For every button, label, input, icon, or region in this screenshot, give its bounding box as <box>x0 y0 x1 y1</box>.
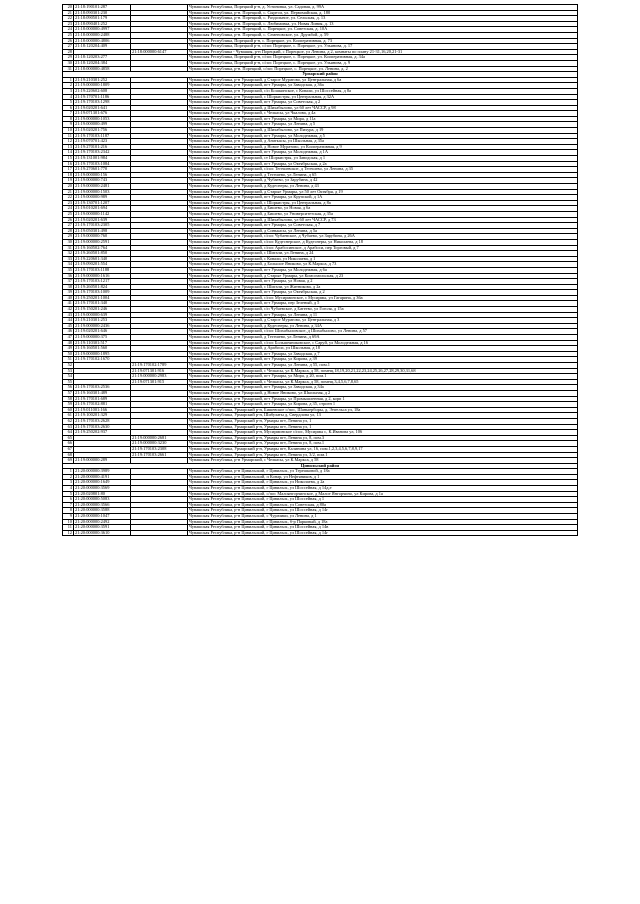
row-number: 18 <box>63 172 74 178</box>
address-cell: Чувашская Республика, р-н Цивильский, г Цивильск, ул Шоссейная, д 14д,е <box>188 486 578 492</box>
cadastral-number-cell: 21:19:000000:2591 <box>74 239 131 245</box>
address-cell: Чувашская Республика, р-н Урмарский, д Тегешево, ул Ленина, д 65 <box>188 172 578 178</box>
row-number: 41 <box>63 301 74 307</box>
document-page <box>62 4 578 536</box>
row-number: 14 <box>63 150 74 156</box>
address-cell: Чувашская Республика, р-н Цивильский, г Цивильск, ул Терешковой, д 18а <box>188 469 578 475</box>
cadastral-number-cell: 21:19:131001:984 <box>74 156 131 162</box>
address-cell: Чувашская Республика, Порецкий р-н, с. Порецкое, ул. Кооперативная, д. 73 <box>188 38 578 44</box>
cadastral-number-cell: 21:19:160501:560 <box>74 346 131 352</box>
address-cell: Чувашская Республика, р-н Урмарский, д Синькасы, ул Ленина, д 5а <box>188 228 578 234</box>
address-cell: Чувашская Республика, р-н Цивильский, г Цивильск, ул Николаева, д 2а <box>188 480 578 486</box>
cadastral-number-cell: 21:18:190101:287 <box>74 5 131 11</box>
row-number: 27 <box>63 44 74 50</box>
row-number: 38 <box>63 284 74 290</box>
premises-cadastral-number-cell: 21:19:170103:2661 <box>131 452 188 458</box>
premises-cadastral-number-cell: 21:19:071301:915 <box>131 379 188 385</box>
row-number: 27 <box>63 223 74 229</box>
address-cell: Чувашская Республика, р-н Урмарский, с Челкасы, ул К.Маркса, д 58, помещ.3,4,5,6,7,8,65 <box>188 379 578 385</box>
address-cell: Чувашская Республика, р-н Урмарский, с/пос Шихабыловское, д Шихабылово, ул Ленина, д 57 <box>188 329 578 335</box>
premises-cadastral-number-cell: 21:19:071301:916 <box>131 368 188 374</box>
row-number: 48 <box>63 340 74 346</box>
address-cell: Чувашская Республика, р-н Урмарский, с/пос Большеяниковское, с Саруй, ул Молодежная, д 16 <box>188 340 578 346</box>
cadastral-number-cell: 21:19:000000:289 <box>74 458 131 464</box>
section-title: Цивильский район <box>63 463 578 469</box>
row-number: 44 <box>63 318 74 324</box>
row-number: 51 <box>63 357 74 363</box>
cadastral-number-cell: 21:19:170102:1670 <box>74 357 131 363</box>
cadastral-number-cell: 21:20:000000:1649 <box>74 480 131 486</box>
row-number: 56 <box>63 385 74 391</box>
address-cell: Чувашская Республика, Урмарский р-н, Урмары пгт, Ленина ул, 3/2, пом.1 <box>188 452 578 458</box>
row-number: 31 <box>63 245 74 251</box>
address-cell: Чувашская Республика, р-н Урмарский, пгт Урмары, ул Заводская, д 36а <box>188 83 578 89</box>
cadastral-number-cell: 21:18:000000:4806 <box>74 38 131 44</box>
address-cell: Чувашская Республика, р-н Урмарский, с Ковали, ул Николаева, д 1 <box>188 256 578 262</box>
address-cell: Чувашская Республика, р-н Урмарский, с Шигали, ул Ленина, д 24 <box>188 251 578 257</box>
address-cell: Чувашская Республика, р-н Цивильский, п Конар, ул Нефтяников, д 1 <box>188 474 578 480</box>
cadastral-number-cell: 21:18:120204:384 <box>74 60 131 66</box>
row-number: 22 <box>63 16 74 22</box>
row-number: 19 <box>63 178 74 184</box>
property-table <box>62 4 578 536</box>
cadastral-number-cell: 21:18:000000:2488 <box>74 32 131 38</box>
row-number: 68 <box>63 452 74 458</box>
cadastral-number-cell: 21:19:020201:646 <box>74 329 131 335</box>
cadastral-number-cell: 21:19:000000:989 <box>74 195 131 201</box>
address-cell: Чувашская Республика, р-н Урмарский, с Челкасы, ул К.Маркса, д 58 <box>188 458 578 464</box>
address-cell: Чувашская Республика, р-н Урмарский, пгт Урмары, ул Октябрьская, д 2 <box>188 290 578 296</box>
cadastral-number-cell: 21:19:020201:641 <box>74 105 131 111</box>
row-number: 3 <box>63 480 74 486</box>
row-number: 5 <box>63 491 74 497</box>
row-number: 3 <box>63 88 74 94</box>
cadastral-number-cell: 21:19:170103:2628 <box>74 418 131 424</box>
row-number: 21 <box>63 10 74 16</box>
row-number: 21 <box>63 189 74 195</box>
cadastral-number-cell: 21:20:000000:3569 <box>74 486 131 492</box>
address-cell: Чувашская Республика, р-н Урмарский, с Челкасы, ул К.Маркса, д 58, помещ.18,19,20,21,22,23,24,25,26,27,28,29,30,31,68 <box>188 368 578 374</box>
cadastral-number-cell: 21:18:000000:4997 <box>74 27 131 33</box>
cadastral-number-cell: 21:19:170103:1084 <box>74 161 131 167</box>
cadastral-number-cell: 21:19:000000:1895 <box>74 351 131 357</box>
address-cell: Чувашская Республика, р-н Цивильский, г Цивильск, ул Шоссейная, д 14в <box>188 525 578 531</box>
address-cell: Чувашская Республика, р-н Урмарский, с Шоркистры, ул Центральная, д 8а <box>188 200 578 206</box>
address-cell: Чувашская Республика, р-н Урмарский, с/п Кошкинское, с Ковали, ул Шоссейная, д 8а <box>188 88 578 94</box>
cadastral-number-cell: 21:20:000000:1047 <box>74 514 131 520</box>
cadastral-number-cell: 21:18:090301:230 <box>74 10 131 16</box>
row-number: 37 <box>63 279 74 285</box>
cadastral-number-cell: 21:19:170101:689 <box>74 396 131 402</box>
address-cell: Чувашская Республика, р-н. Порецкий, с. Любимовка, ул. Новая Линия, д. 13 <box>188 21 578 27</box>
row-number: 46 <box>63 329 74 335</box>
address-cell: Чувашская Республика, р-н Урмарский, с/пос Чубаевское, д Чубаево, ул Зарубина, д 26А <box>188 234 578 240</box>
row-number: 15 <box>63 156 74 162</box>
premises-cadastral-number-cell: 21:19:170103:2308 <box>131 446 188 452</box>
address-cell: Чувашская Республика, р-н Урмарский, пгт Урмары, ул Мира, д 11а <box>188 116 578 122</box>
cadastral-number-cell: 21:19:000000:2436 <box>74 323 131 329</box>
address-cell: Чувашская Республика, р-н Урмарский, д Чубаево, ул Зарубина, д 42 <box>188 178 578 184</box>
address-cell: Чувашская Республика, р-н Цивильский, г Цивильск, ул Шоссейная, д 14г <box>188 530 578 536</box>
address-cell: Чувашская Республика, р-н Урмарский, с Шоркистры, ул Центральная, д 32А <box>188 94 578 100</box>
address-cell: Чувашская Республика, р-н Урмарский, д Старое Муратово, ул Центральная, д 3 <box>188 318 578 324</box>
cadastral-number-cell: 21:19:210301:253 <box>74 318 131 324</box>
cadastral-number-cell: 21:19:000000:639 <box>74 312 131 318</box>
cadastral-number-cell: 21:18:120204:409 <box>74 44 131 50</box>
cadastral-number-cell: 21:19:160502:764 <box>74 245 131 251</box>
row-number: 2 <box>63 474 74 480</box>
cadastral-number-cell: 21:19:000000:1142 <box>74 211 131 217</box>
row-number: 8 <box>63 116 74 122</box>
row-number: 32 <box>63 251 74 257</box>
row-number: 13 <box>63 144 74 150</box>
address-cell: Чувашская Республика, р-н Урмарский, д Старые Урмары, ул 50 лет Октября, д 19 <box>188 189 578 195</box>
address-cell: Чувашская Республика, р-н Урмарский, д Шихабылово, ул 60 лет ЧАССР, д 73 <box>188 217 578 223</box>
row-number: 24 <box>63 27 74 33</box>
cadastral-number-cell: 21:19:000000:743 <box>74 178 131 184</box>
address-cell: Чувашская Республика, р-н Урмарский, пгт Урмары, ул Молодежная, д 1А <box>188 150 578 156</box>
cadastral-number-cell: 21:20:000000:3989 <box>74 469 131 475</box>
cadastral-number-cell: 21:19:160301:489 <box>74 390 131 396</box>
row-number: 63 <box>63 424 74 430</box>
address-cell: Чувашская Республика, Урмарский р-н, Шибулаты д, Свердлова ул, 13 <box>188 413 578 419</box>
cadastral-number-cell: 21:19:000000:499 <box>74 122 131 128</box>
address-cell: Чувашская Республика, р-н Урмарский, пгт Урмары, ул Ленина, д 5 <box>188 122 578 128</box>
row-number: 47 <box>63 335 74 341</box>
cadastral-number-cell: 21:20:020801:80 <box>74 491 131 497</box>
cadastral-number-cell: 21:19:170103:2305 <box>74 223 131 229</box>
address-cell: Чувашская Республика, Порецкий р-н, с/пос Порецкое, с. Порецкое, ул. Ульянова, д. 9 <box>188 60 578 66</box>
address-cell: Чувашская Республика, р-н Урмарский, д Кудеснеры, ул Ленина, д 34А <box>188 323 578 329</box>
cadastral-number-cell: 21:19:050301:498 <box>74 228 131 234</box>
cadastral-number-cell: 21:19:170103:2342 <box>74 150 131 156</box>
table-row <box>63 530 578 536</box>
address-cell: Чувашская Республика, р-н. Порецкий, с. Порецкое, ул. Советская, д. 10А <box>188 27 578 33</box>
premises-cadastral-number-cell: 21:19:000000:2983 <box>131 374 188 380</box>
cadastral-number-cell: 21:19:130701:1207 <box>74 200 131 206</box>
cadastral-number-cell: 21:19:020201:756 <box>74 128 131 134</box>
cadastral-number-cell: 21:18:090401:252 <box>74 21 131 27</box>
row-number: 66 <box>63 441 74 447</box>
cadastral-number-cell: 21:19:260501:850 <box>74 251 131 257</box>
row-number: 57 <box>63 390 74 396</box>
address-cell: Чувашская Республика, р-н Урмарский, д Анаткасы, ул Школьная, д 35а <box>188 139 578 145</box>
address-cell: Чувашская Республика, Урмарский р-н, Урмары пгт, Калинина ул, 16, пом.1,2,3,4,5,6,7,8,9,17 <box>188 446 578 452</box>
address-cell: Чувашская Республика, р-н Урмарский, пгт Урмары, ул Заводская, д 7 <box>188 351 578 357</box>
premises-cadastral-number-cell <box>131 530 188 536</box>
row-number: 7 <box>63 502 74 508</box>
address-cell: Чувашская Республика, р-н Урмарский, д Старое Муратово, ул Центральная, д 6а <box>188 77 578 83</box>
address-cell: Чувашская Республика, р-н Урмарский, с/пос Кудеснерское, д Кудеснеры, ул Николаева, д 18 <box>188 239 578 245</box>
cadastral-number-cell: 21:19:170103:1009 <box>74 290 131 296</box>
cadastral-number-cell: 21:19:010201:694 <box>74 206 131 212</box>
cadastral-number-cell: 21:20:000000:3566 <box>74 502 131 508</box>
cadastral-number-cell: 21:18:120203:277 <box>74 55 131 61</box>
address-cell: Чувашская Республика, Порецкий р-н, с/пос Порецкое, с. Порецкое, ул. Ульянова, д. 17 <box>188 44 578 50</box>
cadastral-number-cell: 21:19:150201:246 <box>74 307 131 313</box>
address-cell: Чувашская Республика, р-н Цивильский, г Цивильск, б-р Парковый, д 18а <box>188 519 578 525</box>
row-number: 10 <box>63 519 74 525</box>
address-cell: Чувашская Республика, р-н. Порецкий, с. Семеновское, ул. Дружбой, д. 59 <box>188 32 578 38</box>
address-cell: Чувашская Республика, р-н Урмарский, д Арабоси, ул Школьная, д 18 <box>188 346 578 352</box>
address-cell: Чувашская Республика, р-н Цивильский, г Цивильск, ул Шоссейная, д 14г <box>188 508 578 514</box>
cadastral-number-cell: 21:19:170701:1186 <box>74 94 131 100</box>
row-number: 36 <box>63 273 74 279</box>
cadastral-number-cell: 21:19:020201:639 <box>74 217 131 223</box>
cadastral-number-cell: 21:20:000000:3591 <box>74 525 131 531</box>
row-number: 6 <box>63 497 74 503</box>
cadastral-number-cell: 21:19:270601:770 <box>74 167 131 173</box>
row-number: 65 <box>63 435 74 441</box>
address-cell: Чувашская Республика, р-н. Порецкий, с/пос Порецкое, с. Порецкое, ул. Ленина, д. 2 <box>188 66 578 72</box>
row-number: 54 <box>63 374 74 380</box>
cadastral-number-cell: 21:19:250202:937 <box>74 430 131 436</box>
address-cell: Чувашская Республика, Урмарский р-н, Мусирминское с/пос, Мусирмы с, К.Иванова ул, 106 <box>188 430 578 436</box>
cadastral-number-cell: 21:19:000000:1053 <box>74 116 131 122</box>
row-number: 28 <box>63 49 74 55</box>
row-number: 9 <box>63 514 74 520</box>
cadastral-number-cell: 21:19:170103:1217 <box>74 279 131 285</box>
address-cell: Чувашская Республика, р-н Урмарский, пгт Урмары, ул Кирова, д 35, строен 1 <box>188 402 578 408</box>
address-cell: Чувашская Республика, р-н Урмарский, с Шигали, ул Житникова, д 2а <box>188 284 578 290</box>
address-cell: Чувашская Республика, р-н Урмарский, с/п Чубаевское, д Батеево, ул Гоголя, д 15а <box>188 307 578 313</box>
cadastral-number-cell: 21:18:090501:179 <box>74 16 131 22</box>
address-cell: Чувашская Республика, Урмарский р-н, Урмары пгт, Ленина ул, 1 <box>188 418 578 424</box>
cadastral-number-cell: 21:19:000000:375 <box>74 335 131 341</box>
cadastral-number-cell: 21:19:000000:1503 <box>74 189 131 195</box>
address-cell: Чувашская Республика, р-н Урмарский, пгт Урмары, ул Советская, д 7 <box>188 223 578 229</box>
row-number: 17 <box>63 167 74 173</box>
row-number: 6 <box>63 105 74 111</box>
cadastral-number-cell: 21:19:170103:1187 <box>74 133 131 139</box>
address-cell: Чувашская Республика, р-н Урмарский, пгт Урмары, ул Ленина, д 11 <box>188 312 578 318</box>
address-cell: Чувашская Республика, Урмарский р-н, Урмары пгт, Ленина ул, 1 <box>188 424 578 430</box>
row-number: 64 <box>63 430 74 436</box>
address-cell: Чувашская Республика, Урмарский р-н, Урмары пгт, Ленина ул, 8, пом.3 <box>188 435 578 441</box>
row-number: 1 <box>63 469 74 475</box>
row-number: 40 <box>63 295 74 301</box>
address-cell: Чувашская Республика, р-н Урмарский, пгт Урмары, ул Советская, д 2 <box>188 100 578 106</box>
row-number: 33 <box>63 256 74 262</box>
address-cell: Чувашская Республика, р-н Урмарский, д Кудеснеры, ул Ленина, д 43 <box>188 184 578 190</box>
premises-cadastral-number-cell: 21:18:000000:6147 <box>131 49 188 55</box>
row-number: 43 <box>63 312 74 318</box>
address-cell: Чувашская Республика, р-н Урмарский, пгт Урмары, ул Заводская, д 34а <box>188 385 578 391</box>
address-cell: Чувашская Республика, р-н Урмарский, пгт Урмары, ул Кирова, д 39 <box>188 357 578 363</box>
cadastral-number-cell: 21:19:000000:2481 <box>74 184 131 190</box>
cadastral-number-cell: 21:19:170102:881 <box>74 402 131 408</box>
address-cell: Чувашская Республика, р-н Урмарский, д Старые Урмары, ул Комсомольская, д 23 <box>188 273 578 279</box>
address-cell: Чувашская Республика, р-н Цивильский, с Чурачики, ул Ленина, д 1 <box>188 514 578 520</box>
row-number: 30 <box>63 60 74 66</box>
address-cell: Чувашская Республика, р-н Урмарский, с/пос Арабосинское, д Арабоси, пер Торговый, д 7 <box>188 245 578 251</box>
cadastral-number-cell: 21:19:090201:554 <box>74 262 131 268</box>
address-cell: Чувашская Республика, р-н Урмарский, пгт Урмары, пер Зеленый, д 5 <box>188 301 578 307</box>
row-number: 12 <box>63 139 74 145</box>
row-number: 31 <box>63 66 74 72</box>
address-cell: Чувашская Республика, р-н Урмарский, пгт Урмары, ул Молодежная, д 6а <box>188 267 578 273</box>
cadastral-number-cell: 21:20:000000:3610 <box>74 530 131 536</box>
row-number: 45 <box>63 323 74 329</box>
address-cell: Чувашская Республика, р-н Урмарский, д Тегешево, ул Ленина, д 69А <box>188 335 578 341</box>
row-number: 35 <box>63 267 74 273</box>
row-number: 5 <box>63 100 74 106</box>
cadastral-number-cell: 21:19:000000:156 <box>74 172 131 178</box>
row-number: 4 <box>63 94 74 100</box>
cadastral-number-cell: 21:19:011001:166 <box>74 407 131 413</box>
row-number: 11 <box>63 133 74 139</box>
row-number: 62 <box>63 418 74 424</box>
row-number: 12 <box>63 530 74 536</box>
premises-cadastral-number-cell: 21:19:000000:3230 <box>131 441 188 447</box>
address-cell: Чувашская Республика, р-н Цивильский, г Цивильск, ул Советская, д 80а <box>188 502 578 508</box>
row-number: 34 <box>63 262 74 268</box>
premises-cadastral-number-cell: 21:19:000000:2681 <box>131 435 188 441</box>
row-number: 29 <box>63 234 74 240</box>
cadastral-number-cell: 21:19:260501:824 <box>74 284 131 290</box>
cadastral-number-cell: 21:19:071301:676 <box>74 111 131 117</box>
cadastral-number-cell: 21:19:110301:517 <box>74 340 131 346</box>
row-number: 1 <box>63 77 74 83</box>
row-number: 49 <box>63 346 74 352</box>
address-cell: Чувашская Республика, р-н Урмарский, д Бишево, ул Новая, д 6а <box>188 206 578 212</box>
row-number: 67 <box>63 446 74 452</box>
row-number: 53 <box>63 368 74 374</box>
cadastral-number-cell: 21:20:000000:3588 <box>74 508 131 514</box>
cadastral-number-cell: 21:19:210301:252 <box>74 77 131 83</box>
row-number: 28 <box>63 228 74 234</box>
address-cell: Чувашская Республика, р-н Урмарский, пгт Урмары, ул Ленина, д 55, пом.1 <box>188 363 578 369</box>
address-cell: Чувашская Республика, Порецкий р-н, д. Устиновка, ул. Садовая, д. 99А <box>188 5 578 11</box>
row-number: 50 <box>63 351 74 357</box>
address-cell: Чувашская Республика, р-н Урмарский, пгт Урмары, ул Октябрьская, д 2а <box>188 161 578 167</box>
address-cell: Чувашская Республика, р-н Урмарский, д Бишево, ул Университетская, д 35а <box>188 211 578 217</box>
cadastral-number-cell: 21:19:250201:1004 <box>74 295 131 301</box>
cadastral-number-cell: 21:19:170103:2536 <box>74 385 131 391</box>
cadastral-number-cell: 21:19:070701:423 <box>74 139 131 145</box>
row-number: 26 <box>63 38 74 44</box>
row-number: 25 <box>63 211 74 217</box>
cadastral-number-cell: 21:19:170103:1298 <box>74 100 131 106</box>
address-cell: Чувашская Республика, р-н Урмарский, пгт Урмары, ул Новая, д 2 <box>188 279 578 285</box>
row-number: 39 <box>63 290 74 296</box>
row-number: 25 <box>63 32 74 38</box>
address-cell: Чувашская Республика, р-н Урмарский, с/пос Тегешевское, д Тегешево, ул Ленина, д 35 <box>188 167 578 173</box>
address-cell: Чувашская Республика, р-н Урмарский, пгт Урмары, ул Промышленная, д 2, корп 1 <box>188 396 578 402</box>
address-cell: Чувашская Республика, р-н Урмарский, с Челкасы, ул Чкалова, д 4а <box>188 111 578 117</box>
cadastral-number-cell: 21:19:170103:2630 <box>74 424 131 430</box>
address-cell: Чувашская Республика, р-н Урмарский, пгт Урмары, ул Мира, д 20, пом.1 <box>188 374 578 380</box>
row-number: 24 <box>63 206 74 212</box>
row-number: 69 <box>63 458 74 464</box>
row-number: 55 <box>63 379 74 385</box>
address-cell: Чувашская Республика, р-н Урмарский, д Новое Яниково, ул Школьная, д 2 <box>188 390 578 396</box>
cadastral-number-cell: 21:19:170103:1188 <box>74 267 131 273</box>
address-cell: Чувашская Республика, р-н. Порецкий, с. Раздольное, ул. Сельская, д. 13 <box>188 16 578 22</box>
cadastral-number-cell: 21:19:100201:329 <box>74 413 131 419</box>
cadastral-number-cell: 21:20:000000:4191 <box>74 474 131 480</box>
cadastral-number-cell: 21:20:000000:5083 <box>74 497 131 503</box>
row-number: 60 <box>63 407 74 413</box>
row-number: 29 <box>63 55 74 61</box>
address-cell: Чувашская Республика, Порецкий р-н, с/пос Порецкое, с. Порецкое, ул. Кооперативная, д. 34а <box>188 55 578 61</box>
row-number: 26 <box>63 217 74 223</box>
premises-cadastral-number-cell: 21:19:170102:1789 <box>131 363 188 369</box>
row-number: 10 <box>63 128 74 134</box>
address-cell: Чувашская Республика, р-н Урмарский, с/пос Мусирминское, с Мусирмы, ул Гагарина, д 36а <box>188 295 578 301</box>
cadastral-number-cell: 21:20:000000:2492 <box>74 519 131 525</box>
row-number: 42 <box>63 307 74 313</box>
cadastral-number-cell: 21:19:000000:1809 <box>74 83 131 89</box>
address-cell: Чувашская Республика, р-н Цивильский, с/пос Малоянгорчинское, д Малое Янгорчино, ул Кирова, д 1а <box>188 491 578 497</box>
row-number: 30 <box>63 239 74 245</box>
section-title: Урмарский район <box>63 72 578 78</box>
address-cell: Чувашская Республика, р-н Урмарский, д Новое Муратово, ул Кооперативная, д 9 <box>188 144 578 150</box>
row-number: 23 <box>63 200 74 206</box>
row-number: 22 <box>63 195 74 201</box>
address-cell: Чувашская Республика, р-н Цивильский, г Цивильск, ул Шоссейная, д 1 <box>188 497 578 503</box>
row-number: 20 <box>63 5 74 11</box>
row-number: 61 <box>63 413 74 419</box>
row-number: 11 <box>63 525 74 531</box>
row-number: 23 <box>63 21 74 27</box>
address-cell: Чувашская Республика, Урмарский р-н, Бишевское с/пос, Шаныерборы, д. Энгельса ул, 18а <box>188 407 578 413</box>
address-cell: Чувашская Республика, р-н Урмарский, пгт Урмары, ул Молодежная, д 5 <box>188 133 578 139</box>
row-number: 9 <box>63 122 74 128</box>
row-number: 59 <box>63 402 74 408</box>
address-cell: Чувашская Республика, р-н Урмарский, пгт Урмары, ул Крупской, д 1А <box>188 195 578 201</box>
row-number: 52 <box>63 363 74 369</box>
cadastral-number-cell: 21:19:220601:340 <box>74 256 131 262</box>
row-number: 7 <box>63 111 74 117</box>
address-cell: Чувашская Республика, р-н Урмарский, д Шихабылово, ул 60 лет ЧАССР, д 98 <box>188 105 578 111</box>
cadastral-number-cell: 21:18:000000:4858 <box>74 66 131 72</box>
row-number: 4 <box>63 486 74 492</box>
row-number: 2 <box>63 83 74 89</box>
row-number: 20 <box>63 184 74 190</box>
cadastral-number-cell: 21:19:000000:1616 <box>74 273 131 279</box>
cadastral-number-cell: 21:19:000000:760 <box>74 234 131 240</box>
address-cell: Чувашская Республика, Урмарский р-н, Урмары пгт, Ленина ул, 8, пом.1 <box>188 441 578 447</box>
address-cell: Чувашская Республика, р-н Урмарский, ст Шоркистры, ул Заводская, д 1 <box>188 156 578 162</box>
row-number: 16 <box>63 161 74 167</box>
table-body <box>63 5 578 536</box>
row-number: 8 <box>63 508 74 514</box>
address-cell: Чувашская Республика, р-н. Порецкий, с. Сыреси, ул. Первомайская, д. 180 <box>188 10 578 16</box>
address-cell: Чувашская Республика, р-н Урмарский, д Шихабылово, ул Пихура, д 19 <box>188 128 578 134</box>
cadastral-number-cell: 21:19:220602:608 <box>74 88 131 94</box>
row-number: 58 <box>63 396 74 402</box>
address-cell: Чувашская Республика - Чувашия, р-н Порецкий, с Порецкое, ул Ленина, д 2, комнаты по плану 21-31,16,20,21-31 <box>188 49 578 55</box>
address-cell: Чувашская Республика, р-н Урмарский, д Большое Яниково, ул К.Маркса, д 73 <box>188 262 578 268</box>
cadastral-number-cell: 21:19:270101:216 <box>74 144 131 150</box>
cadastral-number-cell: 21:19:170101:340 <box>74 301 131 307</box>
